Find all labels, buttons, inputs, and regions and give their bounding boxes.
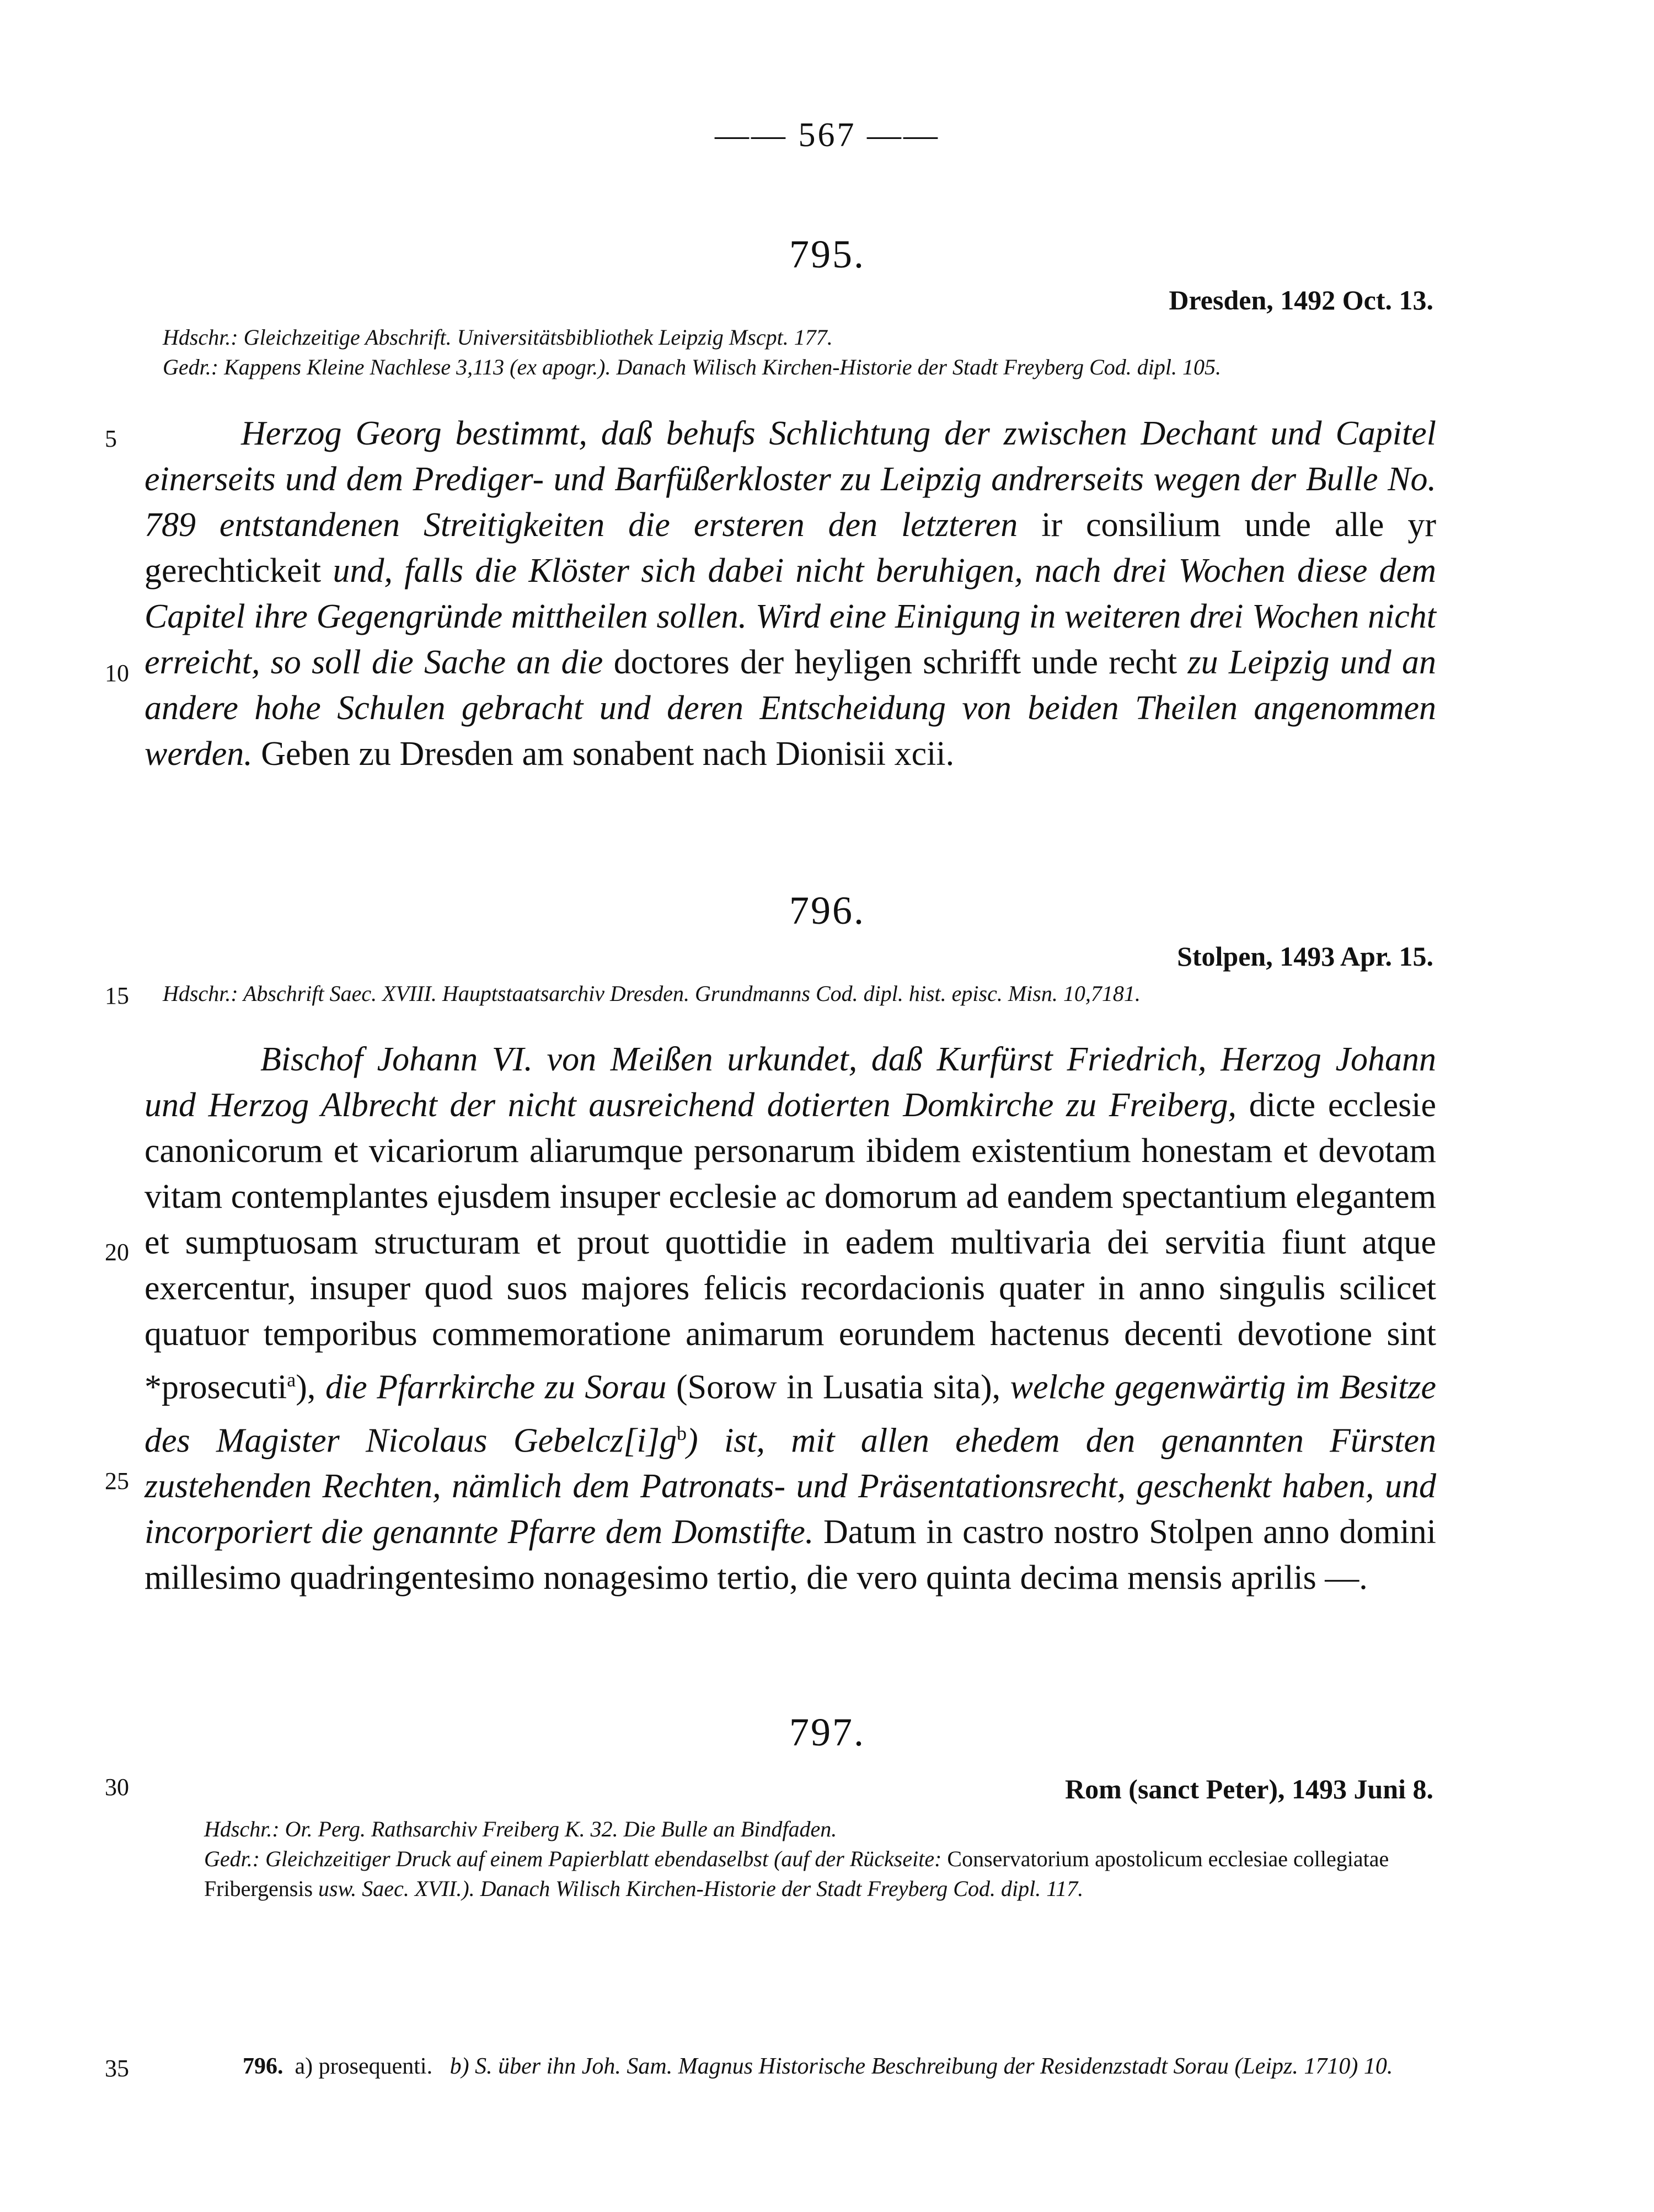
quoted-text: Datum in castro nostro Stolpen anno domini millesimo quadringentesimo nonagesimo tertio, die vero quinta decima mensis aprilis —. [144, 1513, 1437, 1597]
document-number-796: 796. [789, 888, 865, 933]
regest-796 [144, 1037, 1436, 1601]
line-number: 20 [105, 1239, 129, 1266]
line-number: 35 [105, 2055, 129, 2082]
line-number: 10 [105, 660, 129, 687]
line-number: 15 [105, 982, 129, 1009]
quoted-text: dicte ecclesie canonicorum et vicariorum aliarumque personarum ibidem existentium honestam et devotam vitam contemplantes ejusdem insuper ecclesie ac domorum ad eandem spectantium elegantem et sumptuosam structuram et prout quottidie in eadem multivaria dei servitia fiunt atque exercentur, insuper quod suos majores felicis recordacionis quater in anno singulis scilicet quatuor temporibus commemoratione animarum eorundem hactenus decenti devotione sint *prosecuti [144, 1086, 1436, 1406]
regest-italic: welche gegenwärtig im Besitze des Magister Nicolaus Gebelcz[i]g [144, 1368, 1436, 1460]
footnote-b: b) S. über ihn Joh. Sam. Magnus Historische Beschreibung der Residenzstadt Sorau (Leipz. 1710) 10. [449, 2054, 1393, 2079]
footnote-a: a) prosequenti. [295, 2054, 433, 2079]
place-date-797: Rom (sanct Peter), 1493 Juni 8. [1065, 1774, 1433, 1804]
regest-italic: zu Leipzig und an andere hohe Schulen gebracht und deren Entscheidung von beiden Theilen angenommen werden. [144, 644, 1437, 773]
line-number: 25 [105, 1467, 129, 1495]
source-line: Hdschr.: Or. Perg. Rathsarchiv Freiberg K. 32. Die Bulle an Bindfaden. [204, 1817, 837, 1841]
source-italic: Gedr.: Gleichzeitiger Druck auf einem Papierblatt ebendaselbst (auf der Rückseite: [204, 1846, 942, 1871]
source-italic: usw. Saec. XVII.). Danach Wilisch Kirchen-Historie der Stadt Freyberg Cod. dipl. 117. [318, 1876, 1084, 1901]
document-number-797: 797. [789, 1710, 865, 1754]
quoted-text: Geben zu Dresden am sonabent nach Dionisii xcii. [261, 735, 955, 773]
source-line [204, 1844, 1455, 1904]
sources-796 [163, 979, 1455, 1009]
source-line: Hdschr.: Abschrift Saec. XVIII. Hauptstaatsarchiv Dresden. Grundmanns Cod. dipl. hist. episc. Misn. 10,7181. [163, 981, 1141, 1006]
quoted-text: ir consilium unde alle yr gerechtickeit [144, 506, 1437, 590]
place-date-795: Dresden, 1492 Oct. 13. [1169, 285, 1433, 315]
footnotes [243, 2049, 1455, 2084]
line-number: 30 [105, 1774, 129, 1801]
place-date-796: Stolpen, 1493 Apr. 15. [1177, 941, 1433, 972]
line-number: 5 [105, 425, 117, 452]
regest-italic: die Pfarrkirche zu Sorau [325, 1368, 667, 1406]
sources-797 [204, 1814, 1455, 1904]
footnote-ref-b: b [677, 1422, 687, 1444]
sources-795 [163, 323, 1455, 382]
quoted-text: (Sorow in Lusatia sita), [676, 1368, 1001, 1406]
regest-italic: ) ist, mit allen ehedem den genannten Fürsten zustehenden Rechten, nämlich dem Patronats- und Präsentationsrecht, geschenkt haben, und incorporiert die genannte Pfarre dem Domstifte. [144, 1422, 1437, 1551]
quoted-text: ), [296, 1368, 316, 1406]
footnote-document-number: 796. [243, 2054, 283, 2079]
regest-795 [144, 411, 1436, 777]
document-number-795: 795. [789, 232, 865, 276]
source-line: Gedr.: Kappens Kleine Nachlese 3,113 (ex apogr.). Danach Wilisch Kirchen-Historie der Stadt Freyberg Cod. dipl. 105. [163, 355, 1221, 379]
regest-italic: Bischof Johann VI. von Meißen urkundet, daß Kurfürst Friedrich, Herzog Johann und Herzog Albrecht der nicht ausreichend dotierten Domkirche zu Freiberg, [144, 1041, 1436, 1124]
page-number: —— 567 —— [715, 116, 940, 154]
source-line: Hdschr.: Gleichzeitige Abschrift. Universitätsbibliothek Leipzig Mscpt. 177. [163, 325, 833, 350]
quoted-text: doctores der heyligen schrifft unde recht [613, 644, 1177, 681]
regest-italic: Herzog Georg bestimmt, daß behufs Schlichtung der zwischen Dechant und Capitel einerseits und dem Prediger- und Barfüßerkloster zu Leipzig andrerseits wegen der Bulle No. 789 entstandenen Streitigkeiten die ersteren den letzteren [144, 415, 1436, 544]
footnote-ref-a: a [287, 1369, 296, 1391]
source-roman: Conservatorium apostolicum ecclesiae collegiatae Fribergensis [204, 1846, 1389, 1901]
regest-italic: und, falls die Klöster sich dabei nicht beruhigen, nach drei Wochen diese dem Capitel ihre Gegengründe mittheilen sollen. Wird eine Einigung in weiteren drei Wochen nicht erreicht, so soll die Sache an die [144, 552, 1437, 681]
